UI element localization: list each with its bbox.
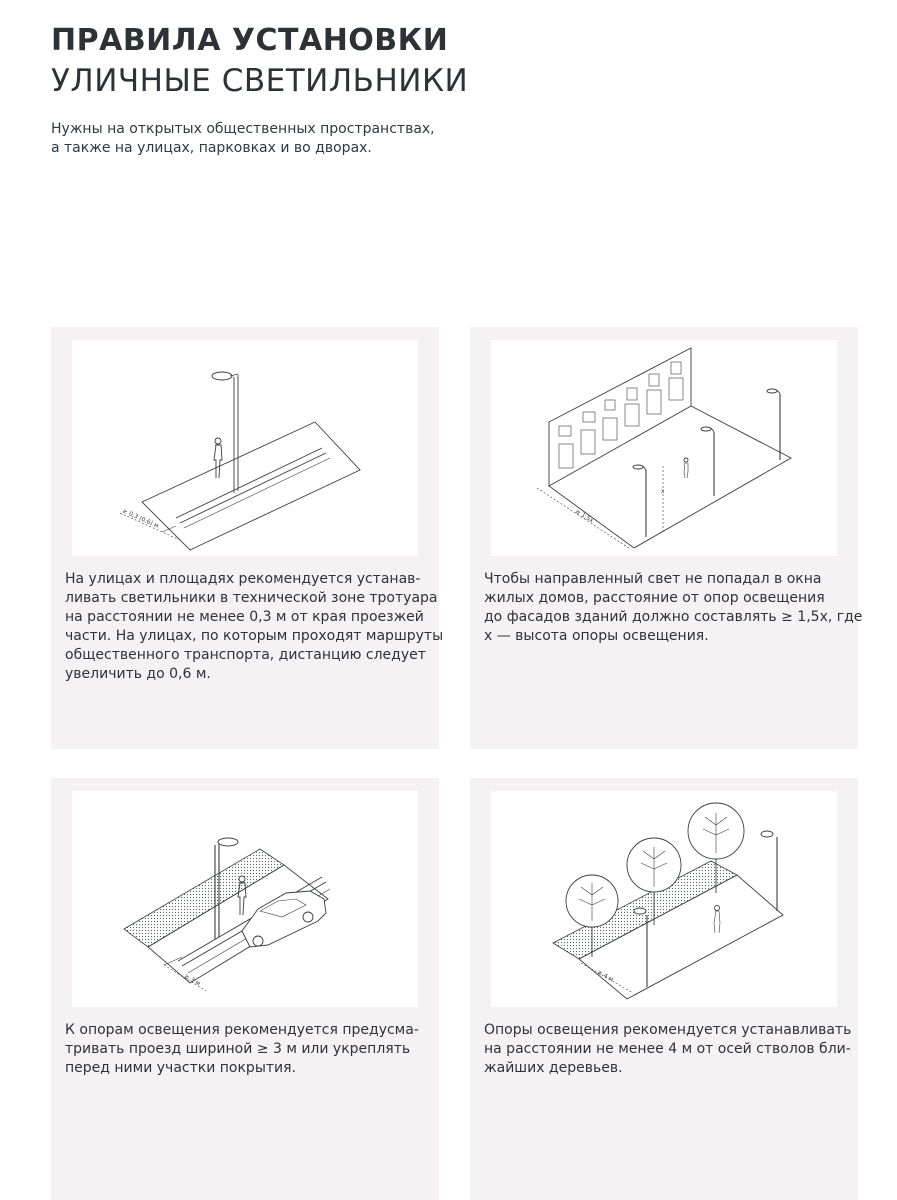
illustration-facade-lamp — [491, 340, 837, 556]
height-label: x — [661, 488, 665, 495]
intro-text — [51, 120, 471, 158]
caption-line: перед ними участки покрытия. — [65, 1060, 296, 1076]
caption-line: жилых домов, расстояние от опор освещения — [484, 590, 825, 606]
caption-line: Чтобы направленный свет не попадал в окна — [484, 571, 822, 587]
caption-line: К опорам освещения рекомендуется предусма- — [65, 1022, 419, 1038]
sidewalk-diagram — [72, 340, 418, 556]
driveway-diagram — [72, 791, 418, 1007]
card-driveway-width — [51, 778, 439, 1200]
caption-line: до фасадов зданий должно составлять ≥ 1,5x, где — [484, 609, 863, 625]
card-sidewalk-distance — [51, 327, 444, 749]
caption-line: Опоры освещения рекомендуется устанавливать — [484, 1022, 852, 1038]
caption-line: тривать проезд шириной ≥ 3 м или укреплять — [65, 1041, 411, 1057]
caption-line: общественного транспорта, дистанцию следует — [65, 647, 426, 663]
caption-line: x — высота опоры освещения. — [484, 628, 709, 644]
card-facade-distance — [470, 327, 863, 749]
card-caption — [65, 1021, 427, 1078]
intro-line: Нужны на открытых общественных пространствах, — [51, 121, 435, 137]
illustration-sidewalk-lamp — [72, 340, 418, 556]
caption-line: увеличить до 0,6 м. — [65, 666, 211, 682]
caption-line: ливать светильники в технической зоне тротуара — [65, 590, 438, 606]
dimension-label: ≥ 4 м — [596, 968, 615, 984]
page-subtitle: УЛИЧНЫЕ СВЕТИЛЬНИКИ — [51, 63, 469, 99]
dimension-label: ≥ 0,3 (0,6) м — [121, 507, 160, 530]
card-caption — [65, 570, 444, 684]
illustration-driveway-lamp — [72, 791, 418, 1007]
intro-line: а также на улицах, парковках и во дворах. — [51, 140, 372, 156]
caption-line: На улицах и площадях рекомендуется устанав- — [65, 571, 421, 587]
card-tree-distance — [470, 778, 858, 1200]
caption-line: части. На улицах, по которым проходят маршруты — [65, 628, 444, 644]
page-title: ПРАВИЛА УСТАНОВКИ — [51, 23, 449, 58]
caption-line: на расстоянии не менее 4 м от осей стволов бли- — [484, 1041, 851, 1057]
facade-diagram — [491, 340, 837, 556]
card-caption — [484, 570, 863, 646]
card-caption — [484, 1021, 852, 1078]
caption-line: на расстоянии не менее 0,3 м от края проезжей — [65, 609, 424, 625]
caption-line: жайших деревьев. — [484, 1060, 623, 1076]
dimension-label: ≥ 3 м — [183, 972, 202, 988]
dimension-label: ≥ 1,5x — [573, 507, 595, 525]
illustration-tree-lamp — [491, 791, 837, 1007]
tree-diagram — [491, 791, 837, 1007]
